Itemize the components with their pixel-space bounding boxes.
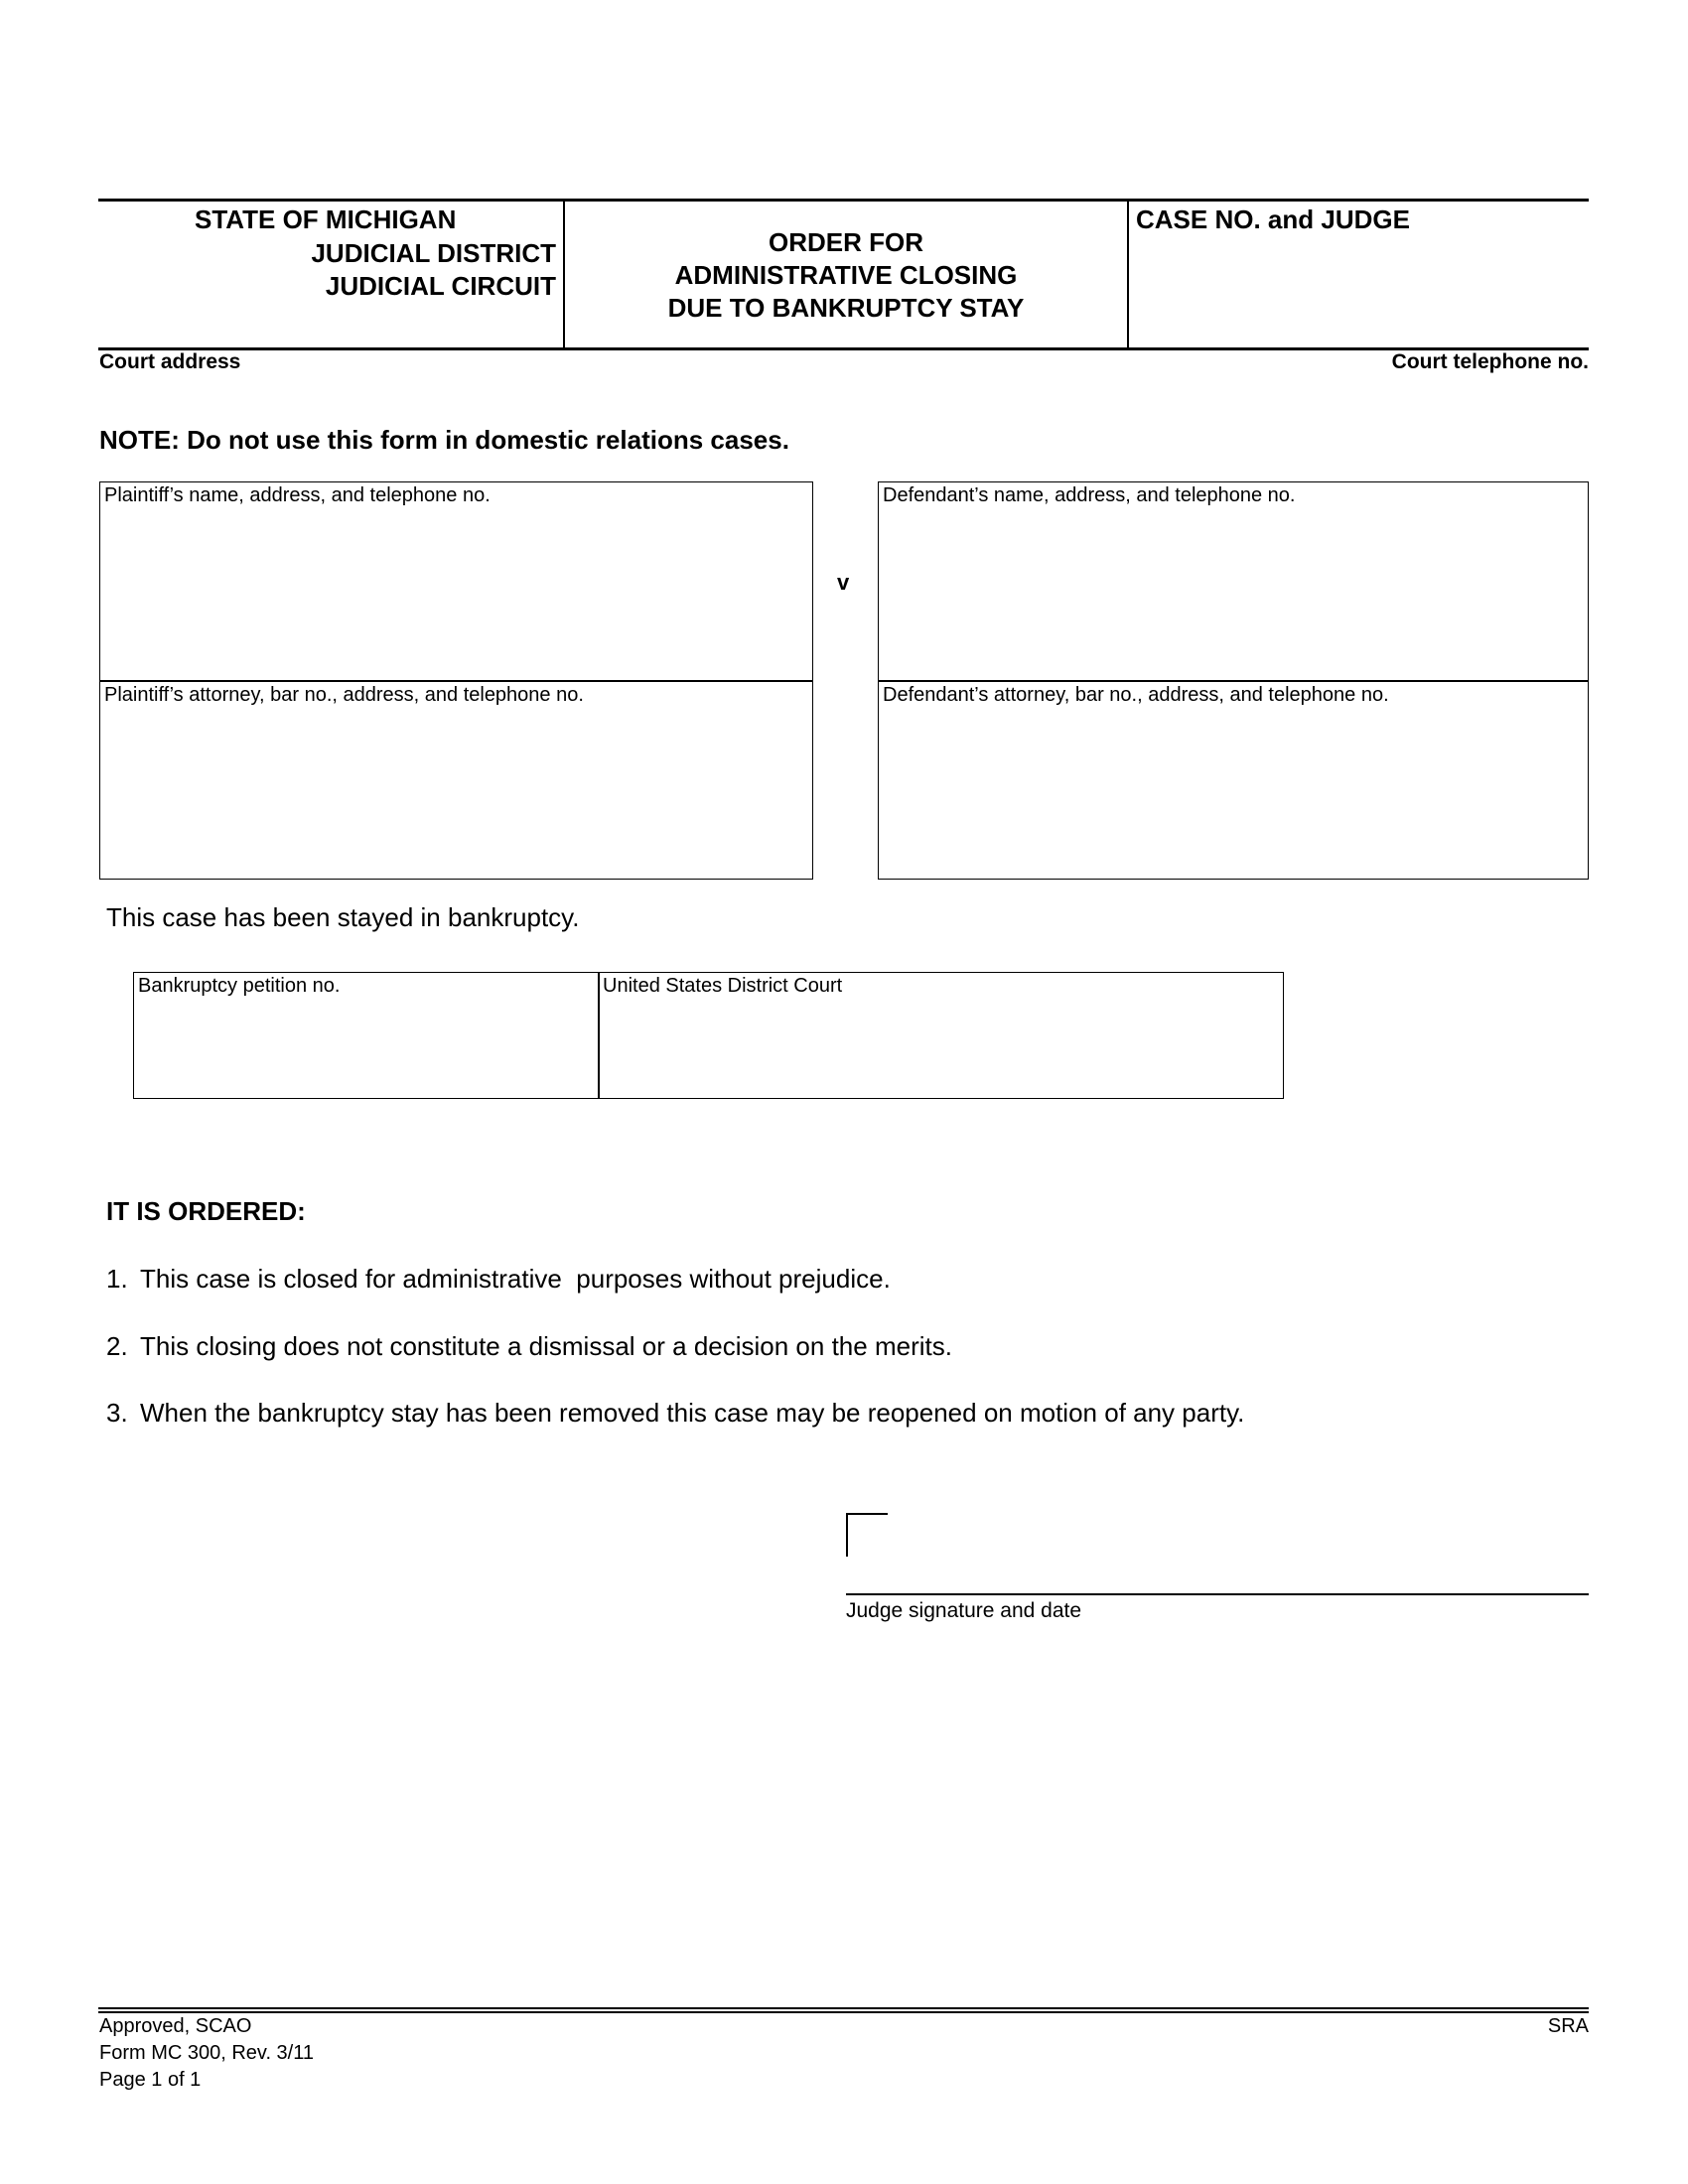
form-title-line3: DUE TO BANKRUPTCY STAY (667, 293, 1025, 323)
order-item-3-number: 3. (106, 1398, 128, 1428)
defendant-box[interactable] (878, 481, 1589, 880)
bankruptcy-petition-label: Bankruptcy petition no. (138, 975, 341, 997)
order-item-2-text: This closing does not constitute a dismissal or a decision on the merits. (140, 1331, 952, 1361)
plaintiff-attorney-label: Plaintiff’s attorney, bar no., address, and telephone no. (104, 684, 584, 706)
judicial-district-label: JUDICIAL DISTRICT (311, 238, 556, 268)
plaintiff-box[interactable] (99, 481, 813, 880)
judicial-circuit-label: JUDICIAL CIRCUIT (325, 271, 556, 301)
form-code: SRA (1547, 2015, 1589, 2037)
court-address-label: Court address (99, 350, 241, 373)
approved-label: Approved, SCAO (99, 2015, 252, 2037)
form-title-line2: ADMINISTRATIVE CLOSING (674, 260, 1018, 290)
defendant-box-divider (879, 680, 1588, 682)
header-divider-right (1127, 201, 1129, 348)
header-top-rule (98, 199, 1589, 202)
case-no-field[interactable] (1132, 243, 1584, 342)
order-item-1-number: 1. (106, 1264, 128, 1294)
bankruptcy-box (133, 972, 1284, 1099)
court-phone-label: Court telephone no. (1391, 350, 1589, 373)
plaintiff-name-label: Plaintiff’s name, address, and telephone no. (104, 484, 491, 506)
state-name: STATE OF MICHIGAN (195, 205, 457, 234)
header-divider-left (563, 201, 565, 348)
order-item-2-number: 2. (106, 1331, 128, 1361)
form-title-line1: ORDER FOR (769, 227, 923, 257)
case-no-judge-label: CASE NO. and JUDGE (1136, 205, 1410, 234)
defendant-name-label: Defendant’s name, address, and telephone no. (883, 484, 1296, 506)
page-number: Page 1 of 1 (99, 2069, 202, 2091)
signature-corner-left (846, 1513, 848, 1557)
domestic-relations-note: NOTE: Do not use this form in domestic relations cases. (99, 425, 789, 455)
order-item-1-text: This case is closed for administrative purposes without prejudice. (140, 1264, 891, 1294)
footer-rule-bottom (98, 2011, 1589, 2013)
form-number: Form MC 300, Rev. 3/11 (99, 2042, 314, 2064)
defendant-attorney-label: Defendant’s attorney, bar no., address, and telephone no. (883, 684, 1389, 706)
stay-statement: This case has been stayed in bankruptcy. (106, 902, 580, 932)
signature-corner-top (846, 1513, 888, 1515)
signature-line (846, 1593, 1589, 1595)
footer-rule-top (98, 2007, 1589, 2009)
bankruptcy-box-divider (598, 973, 600, 1098)
versus-label: v (837, 570, 850, 595)
district-court-field[interactable] (602, 1003, 1281, 1094)
plaintiff-box-divider (100, 680, 812, 682)
judge-signature-label: Judge signature and date (846, 1599, 1082, 1622)
signature-field[interactable] (846, 1509, 1589, 1593)
bankruptcy-petition-field[interactable] (136, 1003, 595, 1094)
order-heading: IT IS ORDERED: (106, 1196, 306, 1226)
order-item-3-text: When the bankruptcy stay has been removed this case may be reopened on motion of any party. (140, 1398, 1245, 1428)
district-court-label: United States District Court (603, 975, 843, 997)
